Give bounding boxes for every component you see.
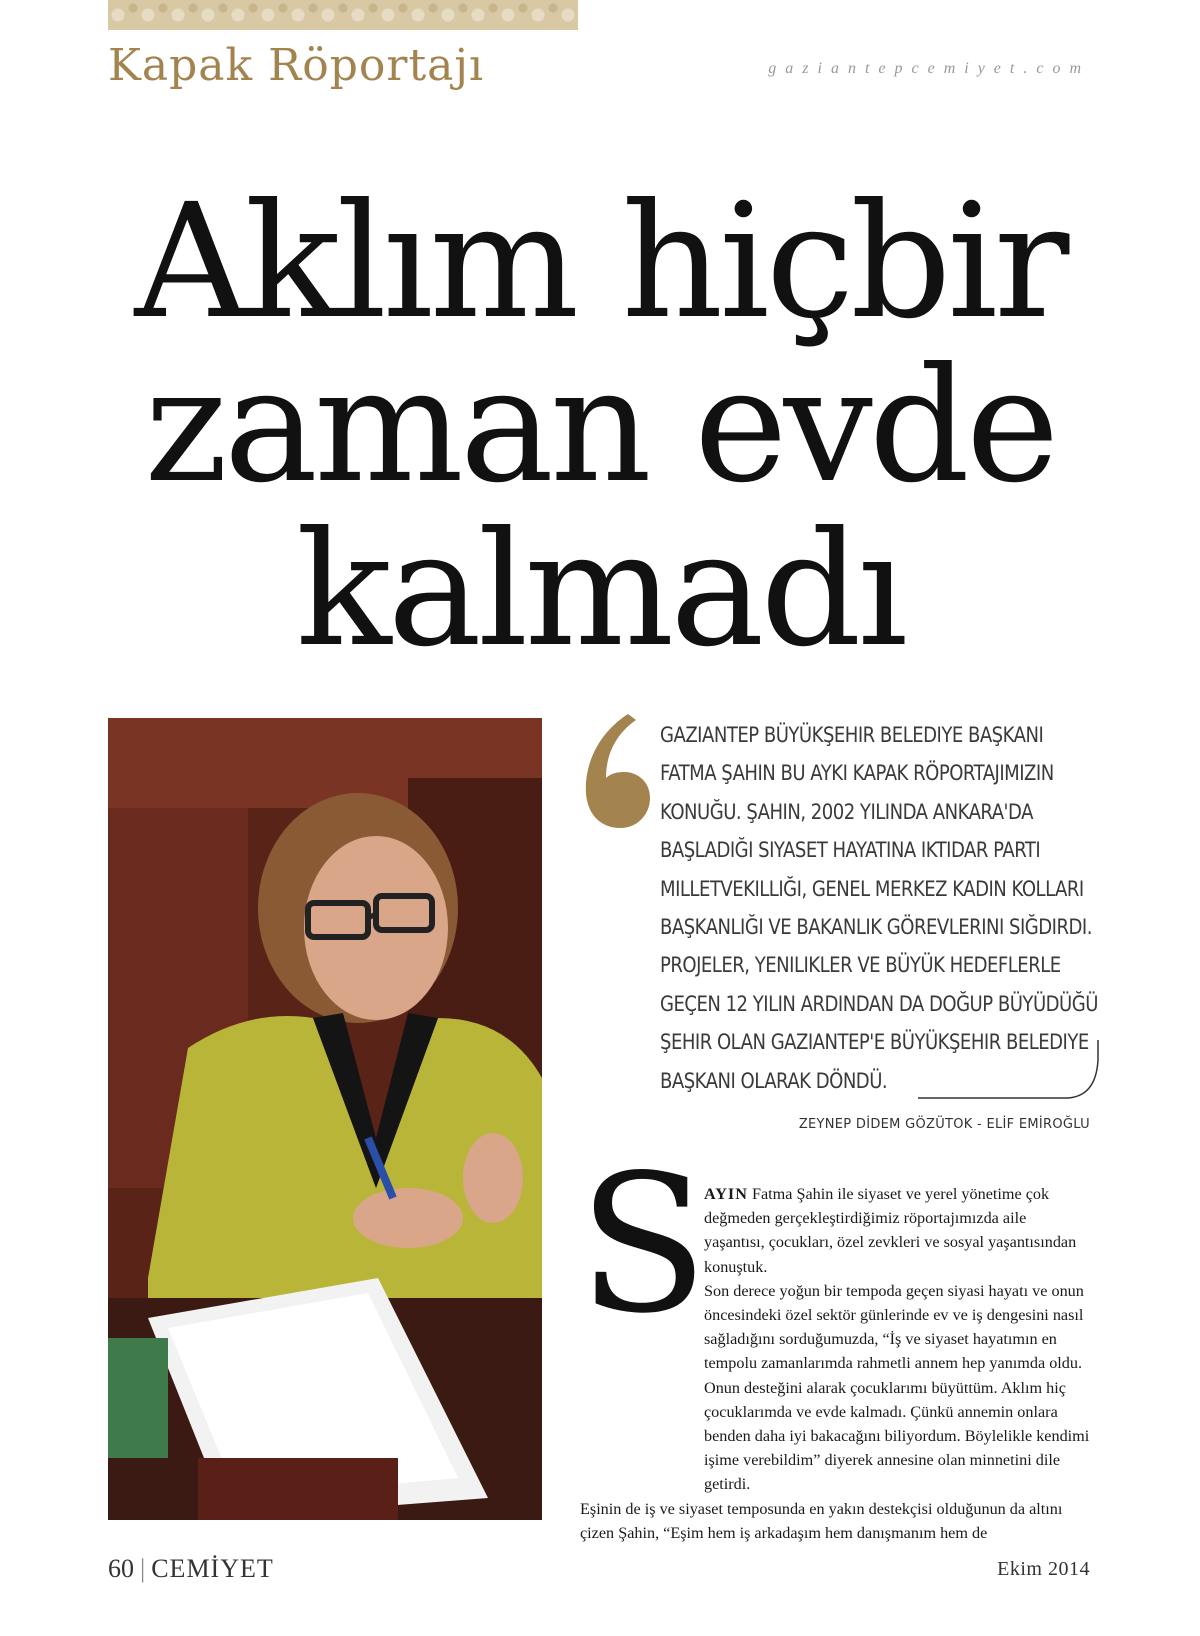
portrait-photo <box>108 718 542 1520</box>
quote-close-flourish-icon <box>918 1040 1100 1102</box>
footer-left <box>108 1554 274 1584</box>
headline-line-1: Aklım hiçbir <box>134 170 1066 354</box>
intro-paragraph: GAZIANTEP BÜYÜKŞEHIR BELEDIYE BAŞKANI FATMA ŞAHIN BU AYKI KAPAK RÖPORTAJIMIZIN KONUĞU. ŞAHIN, 2002 YILINDA ANKARA'DA BAŞLADIĞI SIYASET HAYATINA IKTIDAR PARTI MILLETVEKILLIĞI, GENEL MERKEZ KADIN KOLLARI BAŞKANLIĞI VE BAKANLIK GÖREVLERINI SIĞDIRDI. PROJELER, YENILIKLER VE BÜYÜK HEDEFLERLE GEÇEN 12 YILIN ARDINDAN DA DOĞUP BÜYÜDÜĞÜ ŞEHIR OLAN GAZIANTEP'E BÜYÜKŞEHIR BELEDIYE BAŞKANI OLARAK DÖNDÜ. <box>660 723 1098 1093</box>
article-paragraph-3: Eşinin de iş ve siyaset temposunda en yakın destekçisi olduğunun da altını çizen Şahin, “Eşim hem iş arkadaşım hem danışmanım hem de <box>580 1499 1063 1542</box>
magazine-name: CEMİYET <box>151 1554 274 1583</box>
quote-open-icon <box>580 712 652 830</box>
headline-line-3: kalmadı <box>295 498 905 682</box>
article-paragraph-2: Son derece yoğun bir tempoda geçen siyasi hayatı ve onun öncesindeki özel sektör günlerinde ev ve iş dengesini nasıl sağladığını sorduğumuzda, “İş ve siyaset hayatımın en tempolu zamanlarımda rahmetli annem hep yanımda oldu. Onun desteğini alarak çocuklarımı büyüttüm. Aklım hiç çocuklarımda ve evde kalmadı. Çünkü annemin onlara benden daha iyi bakacağını biliyordum. Böylelikle kendimi işime verebildim” diyerek annesine olan minnetini dile getirdi. <box>704 1281 1090 1494</box>
paragraph-1-text: Fatma Şahin ile siyaset ve yerel yönetime çok değmeden gerçekleştirdiğimiz röportajımızda aile yaşantısı, çocukları, özel zevkleri ve sosyal yaşantısından konuştuk. <box>704 1185 1077 1276</box>
headline <box>100 170 1100 682</box>
site-url[interactable]: gaziantepcemiyet.com <box>768 60 1090 77</box>
byline: ZEYNEP DİDEM GÖZÜTOK - ELİF EMİROĞLU <box>798 1117 1090 1132</box>
footer-separator: | <box>140 1554 146 1583</box>
decorative-top-band <box>108 0 578 30</box>
article-body <box>580 1182 1090 1545</box>
section-title: Kapak Röportajı <box>108 40 485 91</box>
article-paragraph-1 <box>580 1182 1090 1279</box>
portrait-illustration <box>108 718 542 1520</box>
issue-date: Ekim 2014 <box>997 1558 1090 1580</box>
page-number: 60 <box>108 1554 134 1583</box>
lead-word: AYIN <box>704 1185 748 1203</box>
headline-line-2: zaman evde <box>144 334 1056 518</box>
drop-cap: S <box>578 1134 709 1355</box>
